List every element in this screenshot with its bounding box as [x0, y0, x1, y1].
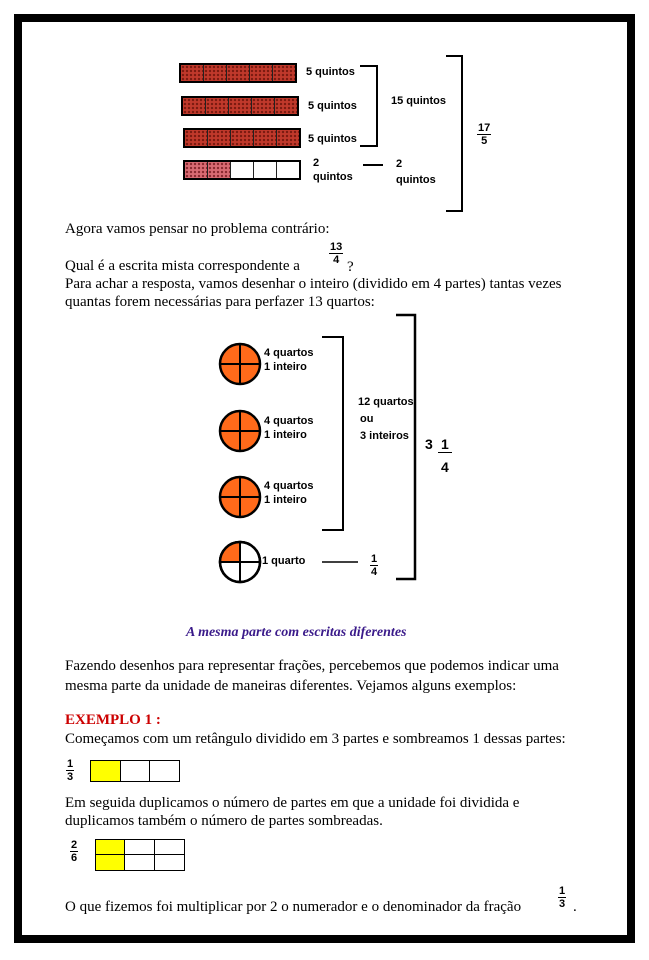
whole-1-line1: 4 quartos: [264, 347, 314, 359]
question-text: Qual é a escrita mista correspondente a: [65, 258, 300, 274]
quarter-fraction: $\frac{1}{4}$: [371, 553, 378, 578]
whole-3-line2: 1 inteiro: [264, 494, 307, 506]
partial-label-line2: quintos: [313, 171, 353, 183]
circle-quarter: [220, 542, 260, 582]
example-line-1: Começamos com um retângulo dividido em 3 partes e sombreamos 1 dessas partes:: [65, 731, 566, 747]
wholes-bracket: [322, 337, 343, 530]
outer-bracket: [446, 56, 462, 211]
paragraph-3-line1: Fazendo desenhos para representar frações, percebemos que podemos indicar uma: [65, 658, 559, 674]
mixed-fraction: $\frac{1}{4}$: [438, 436, 452, 475]
conclusion-period: .: [573, 899, 577, 915]
sixths-rectangle: [95, 839, 185, 871]
section-title: A mesma parte com escritas diferentes: [186, 625, 407, 640]
partial-label-line1: 2: [313, 157, 320, 169]
inner-bracket: [360, 66, 377, 146]
bar-label-1: 5 quintos: [306, 66, 355, 78]
thirds-rectangle: [90, 760, 180, 782]
question-fraction: $\frac{13}{4}$: [330, 241, 343, 266]
whole-2-line1: 4 quartos: [264, 415, 314, 427]
bar-label-3: 5 quintos: [308, 133, 357, 145]
example-line-2: Em seguida duplicamos o número de partes em que a unidade foi dividida e: [65, 795, 520, 811]
partial-result-line2: quintos: [396, 174, 436, 186]
conclusion-fraction: $\frac{1}{3}$: [559, 885, 566, 910]
total-bracket: [396, 315, 415, 579]
group-line3: 3 inteiros: [360, 430, 409, 442]
total-fraction: $\frac{17}{5}$: [478, 122, 491, 147]
paragraph-2-line2: quantas forem necessárias para perfazer 13 quartos:: [65, 294, 375, 310]
circle-whole-2: [220, 411, 260, 451]
quarter-label: 1 quarto: [262, 555, 306, 567]
example-heading: EXEMPLO 1 :: [65, 712, 161, 728]
paragraph-3-line2: mesma parte da unidade de maneiras diferentes. Vejamos alguns exemplos:: [65, 678, 517, 694]
mixed-whole: 3: [425, 436, 433, 452]
fraction-two-sixths: $\frac{2}{6}$: [71, 839, 78, 864]
group-label: 15 quintos: [391, 95, 447, 107]
group-line1: 12 quartos: [358, 396, 414, 408]
group-line2: ou: [360, 413, 374, 425]
paragraph-2-line1: Para achar a resposta, vamos desenhar o inteiro (dividido em 4 partes) tantas vezes: [65, 276, 562, 292]
bar-label-2: 5 quintos: [308, 100, 357, 112]
fraction-one-third: $\frac{1}{3}$: [67, 758, 74, 783]
partial-result-line1: 2: [396, 158, 403, 170]
question-mark: ?: [347, 259, 354, 275]
whole-1-line2: 1 inteiro: [264, 361, 307, 373]
circle-whole-3: [220, 477, 260, 517]
whole-3-line1: 4 quartos: [264, 480, 314, 492]
conclusion-text: O que fizemos foi multiplicar por 2 o numerador e o denominador da fração: [65, 899, 522, 915]
circle-whole-1: [220, 344, 260, 384]
example-line-3: duplicamos também o número de partes sombreadas.: [65, 813, 383, 829]
circles-diagram: [0, 300, 649, 600]
whole-2-line2: 1 inteiro: [264, 429, 307, 441]
paragraph-1: Agora vamos pensar no problema contrário:: [65, 221, 330, 237]
